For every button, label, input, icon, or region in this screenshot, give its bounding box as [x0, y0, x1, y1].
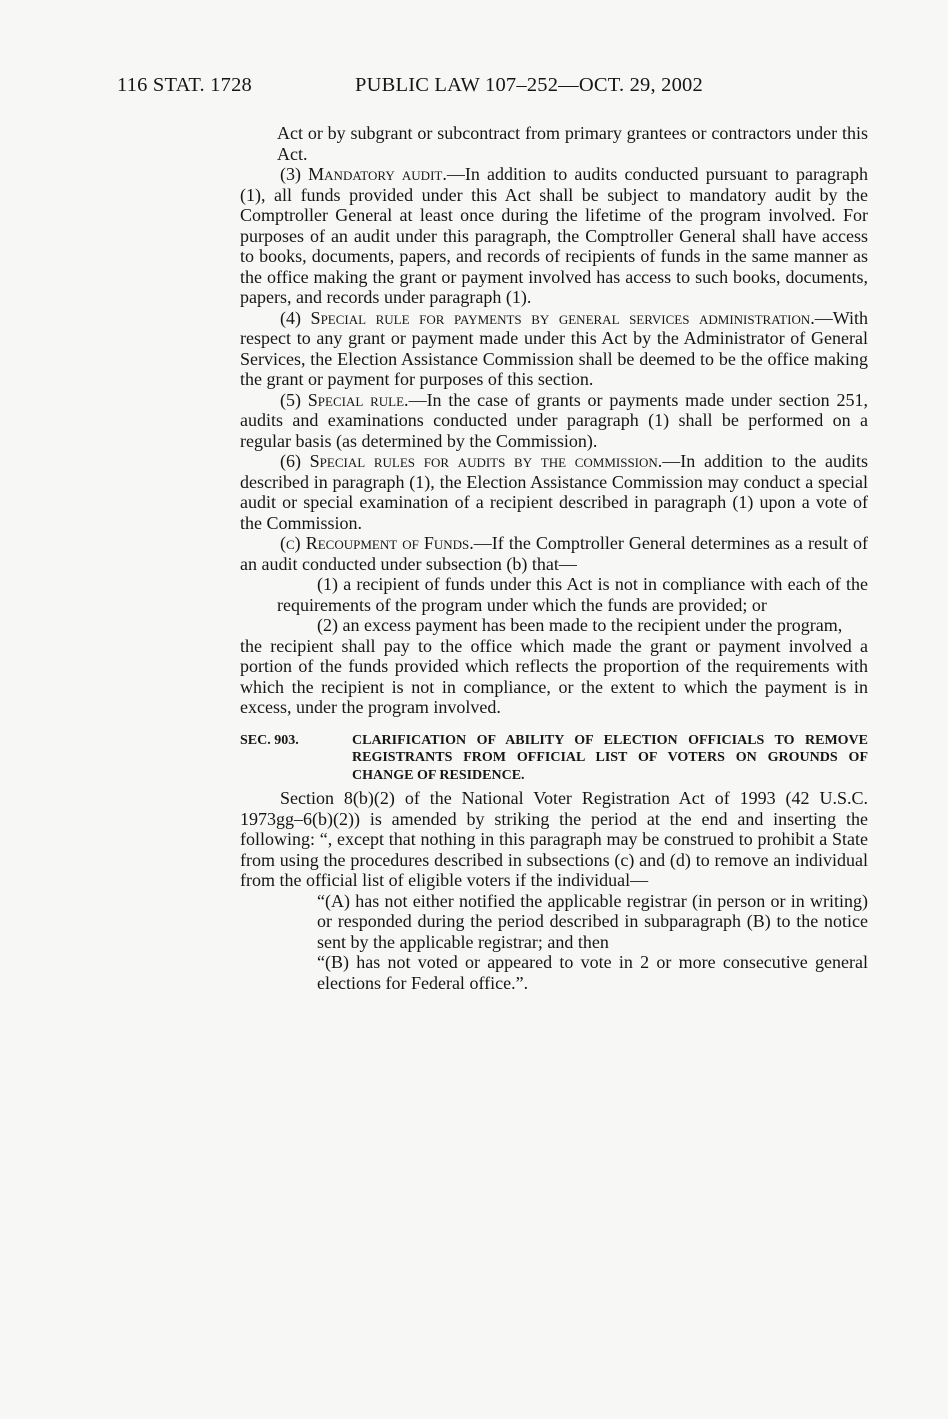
quoted-item-a: “(A) has not either notified the applicable registrar (in person or in writing) or responded during the period described in subparagraph (B) to the notice sent by the applicable registrar; and then — [317, 890, 868, 952]
statute-citation: 116 STAT. 1728 — [117, 74, 252, 96]
paragraph-4-heading: (4) Special rule for payments by general services administration. — [280, 307, 815, 328]
subsection-c — [240, 533, 868, 574]
subsection-c-item-2: (2) an excess payment has been made to the recipient under the program, — [317, 615, 843, 635]
section-number: SEC. 903. — [240, 732, 299, 748]
paragraph-5 — [240, 390, 868, 452]
paragraph-5-text: —In the case of grants or payments made under section 251, audits and examinations conducted under paragraph (1) shall be performed on a regular basis (as determined by the Commission). — [240, 389, 868, 451]
paragraph-4-text: —With respect to any grant or payment made under this Act by the Administrator of General Services, the Election Assistance Commission shall be deemed to be the office making the grant or payment for purposes of this section. — [240, 307, 868, 389]
continued-paragraph: Act or by subgrant or subcontract from primary grantees or contractors under this Act. — [277, 123, 868, 164]
paragraph-6 — [240, 451, 868, 533]
paragraph-3 — [240, 164, 868, 308]
quoted-item-b: “(B) has not voted or appeared to vote in 2 or more consecutive general elections for Federal office.”. — [317, 952, 868, 993]
subsection-c-conclusion: the recipient shall pay to the office which made the grant or payment involved a portion of the funds provided which reflects the proportion of the requirements with which the recipient is not in compliance, or the extent to which the payment is in excess, under the program involved. — [240, 635, 868, 717]
section-title: CLARIFICATION OF ABILITY OF ELECTION OFFICIALS TO REMOVE REGISTRANTS FROM OFFICIAL LIST OF VOTERS ON GROUNDS OF CHANGE OF RESIDENCE. — [352, 732, 868, 783]
subsection-c-heading: (c) Recoupment of Funds. — [280, 533, 474, 553]
section-body: Section 8(b)(2) of the National Voter Registration Act of 1993 (42 U.S.C. 1973gg–6(b)(2)) is amended by striking the period at the end and inserting the following: “, except that nothing in this paragraph may be construed to prohibit a State from using the procedures described in subsections (c) and (d) to remove an individual from the official list of eligible voters if the individual— — [240, 788, 868, 890]
paragraph-6-heading: (6) Special rules for audits by the commission. — [280, 451, 663, 471]
paragraph-6-text: —In addition to the audits described in paragraph (1), the Election Assistance Commission may conduct a special audit or special examination of a recipient described in paragraph (1) upon a vote of the Commission. — [240, 451, 868, 533]
section-heading — [240, 732, 868, 785]
paragraph-4 — [240, 308, 868, 390]
subsection-c-text: —If the Comptroller General determines as a result of an audit conducted under subsection (b) that— — [240, 533, 868, 574]
paragraph-5-heading: (5) Special rule. — [280, 389, 409, 410]
paragraph-3-text: —In addition to audits conducted pursuant to paragraph (1), all funds provided under this Act shall be subject to mandatory audit by the Comptroller General at least once during the lifetime of the program involved. For purposes of an audit under this paragraph, the Comptroller General shall have access to books, documents, papers, and records of recipients of funds in the same manner as the office making the grant or payment involved has access to such books, documents, papers, and records under paragraph (1). — [240, 164, 868, 307]
subsection-c-item-1: (1) a recipient of funds under this Act is not in compliance with each of the requirements of the program under which the funds are provided; or — [277, 574, 868, 615]
paragraph-3-heading: (3) Mandatory audit. — [280, 164, 447, 184]
page-body — [240, 123, 868, 993]
public-law-citation: PUBLIC LAW 107–252—OCT. 29, 2002 — [355, 74, 703, 96]
